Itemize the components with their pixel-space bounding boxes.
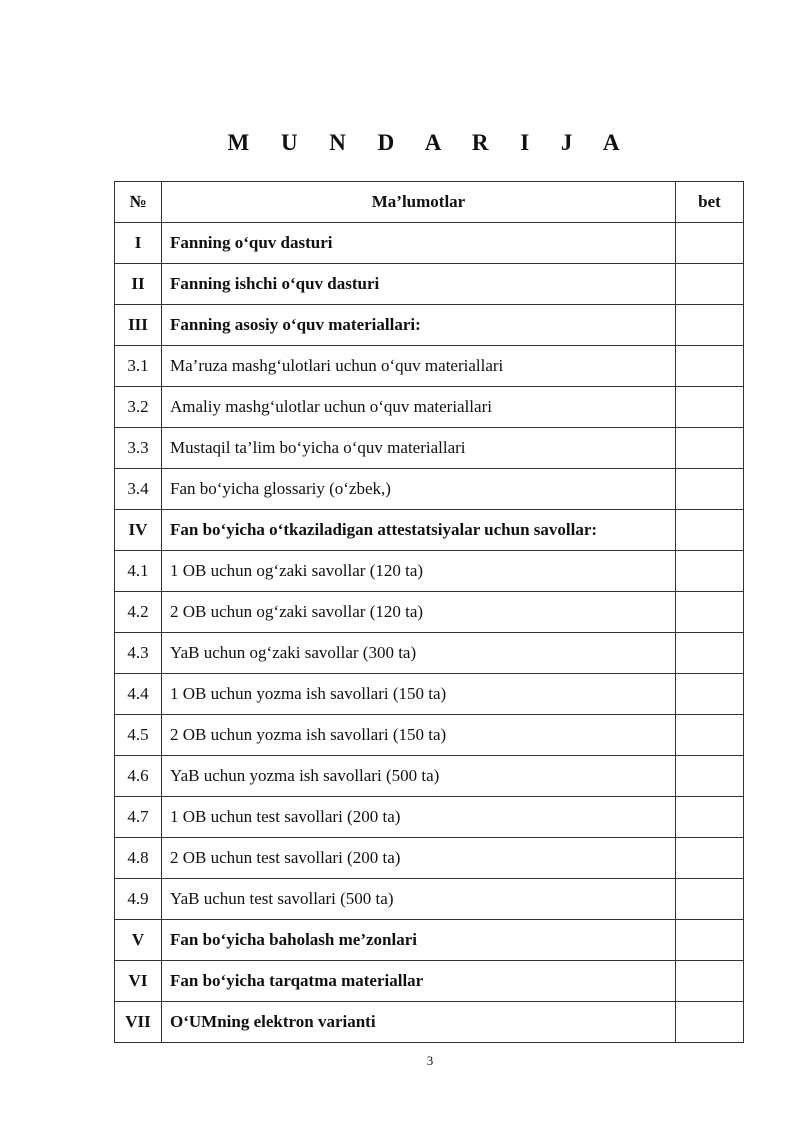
table-row (115, 346, 744, 387)
row-number: V (115, 920, 162, 961)
row-title: YaB uchun og‘zaki savollar (300 ta) (162, 633, 676, 674)
row-number: 4.8 (115, 838, 162, 879)
table-row (115, 223, 744, 264)
row-page (676, 961, 744, 1002)
row-title: 1 OB uchun og‘zaki savollar (120 ta) (162, 551, 676, 592)
row-page (676, 674, 744, 715)
row-page (676, 756, 744, 797)
header-number: № (115, 182, 162, 223)
table-row (115, 510, 744, 551)
row-title: 2 OB uchun og‘zaki savollar (120 ta) (162, 592, 676, 633)
row-page (676, 387, 744, 428)
row-number: 4.7 (115, 797, 162, 838)
table-row (115, 961, 744, 1002)
table-row (115, 264, 744, 305)
table-row (115, 879, 744, 920)
row-number: 3.1 (115, 346, 162, 387)
row-title: 1 OB uchun yozma ish savollari (150 ta) (162, 674, 676, 715)
row-title: Fan bo‘yicha baholash me’zonlari (162, 920, 676, 961)
row-number: 4.2 (115, 592, 162, 633)
row-number: 4.5 (115, 715, 162, 756)
row-title: YaB uchun test savollari (500 ta) (162, 879, 676, 920)
header-page: bet (676, 182, 744, 223)
table-row (115, 633, 744, 674)
row-page (676, 715, 744, 756)
row-number: III (115, 305, 162, 346)
row-number: 4.6 (115, 756, 162, 797)
row-title: Fan bo‘yicha tarqatma materiallar (162, 961, 676, 1002)
row-page (676, 551, 744, 592)
row-title: 2 OB uchun test savollari (200 ta) (162, 838, 676, 879)
row-page (676, 633, 744, 674)
row-page (676, 592, 744, 633)
row-page (676, 469, 744, 510)
row-page (676, 305, 744, 346)
table-header-row (115, 182, 744, 223)
row-page (676, 1002, 744, 1043)
row-number: I (115, 223, 162, 264)
table-row (115, 920, 744, 961)
table-row (115, 428, 744, 469)
row-number: 4.9 (115, 879, 162, 920)
row-number: 4.3 (115, 633, 162, 674)
table-row (115, 551, 744, 592)
row-title: Fanning o‘quv dasturi (162, 223, 676, 264)
table-row (115, 1002, 744, 1043)
contents-table (114, 181, 744, 1043)
row-title: Ma’ruza mashg‘ulotlari uchun o‘quv materiallari (162, 346, 676, 387)
row-title: 1 OB uchun test savollari (200 ta) (162, 797, 676, 838)
row-title: YaB uchun yozma ish savollari (500 ta) (162, 756, 676, 797)
row-title: O‘UMning elektron varianti (162, 1002, 676, 1043)
row-number: 4.4 (115, 674, 162, 715)
row-number: 3.3 (115, 428, 162, 469)
table-row (115, 592, 744, 633)
page-number: 3 (426, 1053, 434, 1068)
table-row (115, 305, 744, 346)
table-row (115, 387, 744, 428)
table-row (115, 838, 744, 879)
row-number: VI (115, 961, 162, 1002)
row-title: 2 OB uchun yozma ish savollari (150 ta) (162, 715, 676, 756)
page-title: M U N D A R I J A (227, 130, 633, 155)
row-title: Fanning ishchi o‘quv dasturi (162, 264, 676, 305)
row-number: 4.1 (115, 551, 162, 592)
row-page (676, 428, 744, 469)
row-title: Amaliy mashg‘ulotlar uchun o‘quv materiallari (162, 387, 676, 428)
row-number: IV (115, 510, 162, 551)
row-number: II (115, 264, 162, 305)
table-row (115, 756, 744, 797)
row-title: Fanning asosiy o‘quv materiallari: (162, 305, 676, 346)
row-page (676, 920, 744, 961)
row-page (676, 879, 744, 920)
row-number: 3.4 (115, 469, 162, 510)
table-row (115, 469, 744, 510)
row-number: 3.2 (115, 387, 162, 428)
row-title: Mustaqil ta’lim bo‘yicha o‘quv materiallari (162, 428, 676, 469)
row-page (676, 797, 744, 838)
header-content: Ma’lumotlar (162, 182, 676, 223)
row-page (676, 510, 744, 551)
row-title: Fan bo‘yicha glossariy (o‘zbek,) (162, 469, 676, 510)
row-page (676, 346, 744, 387)
row-title: Fan bo‘yicha o‘tkaziladigan attestatsiyalar uchun savollar: (162, 510, 676, 551)
row-page (676, 838, 744, 879)
table-row (115, 715, 744, 756)
row-page (676, 264, 744, 305)
table-row (115, 797, 744, 838)
row-page (676, 223, 744, 264)
row-number: VII (115, 1002, 162, 1043)
table-row (115, 674, 744, 715)
